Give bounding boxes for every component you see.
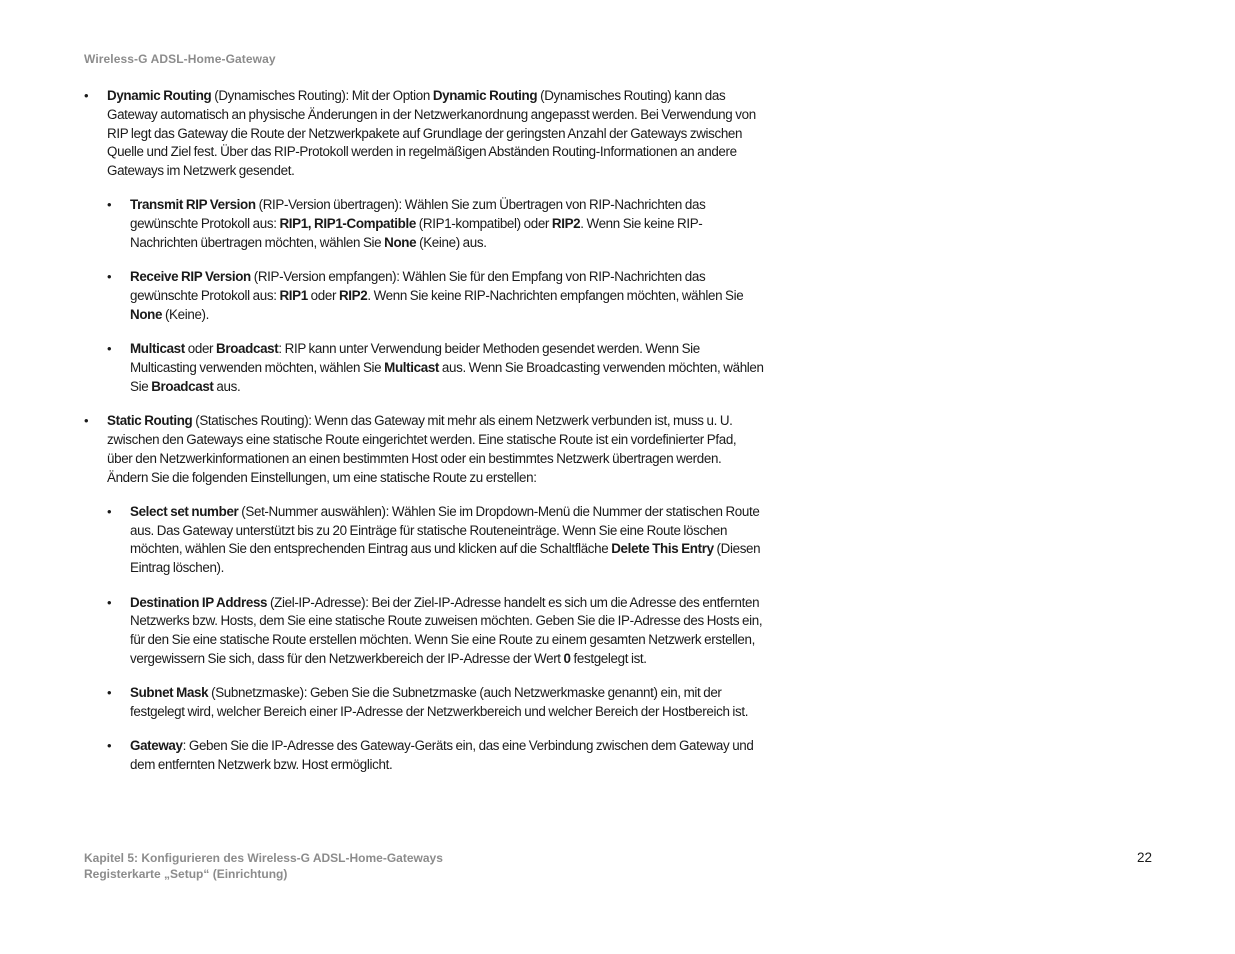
text: (RIP-Version empfangen): Wählen Sie für den Empfang von RIP-Nachrichten das gewünschte Protokoll aus: [130, 269, 706, 304]
paragraph-select-set-number [130, 503, 764, 578]
text: (Set-Nummer auswählen): Wählen Sie im Dropdown-Menü die Nummer der statischen Route aus. Das Gateway unterstützt bis zu 20 Einträge für statische Routeneinträge. Wenn Sie eine Route löschen möchten, wählen Sie den entsprechenden Eintrag aus und klicken auf die Schaltfläche [130, 503, 760, 557]
page-number: 22 [1137, 850, 1153, 865]
paragraph-static-routing [107, 412, 764, 487]
text: oder [307, 288, 339, 304]
bullet-glyph: • [107, 341, 112, 357]
term-broadcast-option: Broadcast [151, 378, 214, 394]
bullet-glyph: • [107, 594, 112, 610]
bullet-glyph: • [84, 88, 89, 103]
text: festgelegt ist. [570, 650, 647, 666]
paragraph-dynamic-routing [107, 87, 764, 181]
bullet-glyph: • [84, 413, 89, 429]
paragraph-gateway [130, 737, 764, 775]
document-body [84, 87, 764, 790]
bullet-dynamic-routing [84, 87, 764, 181]
term-dynamic-routing: Dynamic Routing [107, 88, 212, 103]
text: (RIP1-kompatibel) oder [415, 216, 552, 232]
term-delete-this-entry: Delete This Entry [611, 541, 714, 557]
text: (Diesen Eintrag löschen). [130, 541, 761, 576]
term-multicast-option: Multicast [384, 360, 440, 376]
bullet-multicast-broadcast [107, 340, 764, 396]
term-receive-rip-version: Receive RIP Version [130, 269, 251, 285]
term-rip2: RIP2 [551, 216, 581, 232]
bullet-glyph: • [107, 738, 112, 754]
text: . Wenn Sie keine RIP-Nachrichten übertragen möchten, wählen Sie [130, 216, 703, 251]
text: : RIP kann unter Verwendung beider Methoden gesendet werden. Wenn Sie Multicasting verwenden möchten, wählen Sie [130, 341, 700, 376]
footer-chapter: Kapitel 5: Konfigurieren des Wireless-G ADSL-Home-Gateways [84, 851, 443, 865]
term-dynamic-routing-option: Dynamic Routing [432, 88, 538, 103]
paragraph-destination-ip-address [130, 594, 764, 669]
bullet-glyph: • [107, 197, 112, 213]
term-gateway: Gateway [130, 738, 183, 754]
paragraph-subnet-mask [130, 684, 764, 722]
bullet-subnet-mask [107, 684, 764, 722]
text: (RIP-Version übertragen): Wählen Sie zum Übertragen von RIP-Nachrichten das gewünschte Protokoll aus: [130, 197, 706, 232]
term-static-routing: Static Routing [107, 413, 193, 429]
text: (Dynamisches Routing): Mit der Option [211, 88, 433, 103]
term-destination-ip-address: Destination IP Address [130, 594, 268, 610]
text: (Keine) aus. [416, 235, 487, 251]
term-transmit-rip-version: Transmit RIP Version [130, 197, 256, 213]
text: : Geben Sie die IP-Adresse des Gateway-Geräts ein, das eine Verbindung zwischen dem Gateway und dem entfernten Netzwerk bzw. Host ermöglicht. [130, 738, 754, 773]
bullet-receive-rip-version [107, 268, 764, 324]
text: oder [184, 341, 217, 357]
text: (Dynamisches Routing) kann das Gateway automatisch an physische Änderungen in der Netzwerkanordnung angepasst werden. Bei Verwendung von RIP legt das Gateway die Route der Netzwerkpakete auf Grundlage der geringsten Anzahl der Gateways zwischen Quelle und Ziel fest. Über das RIP-Protokoll werden in regelmäßigen Abständen Routing-Informationen an andere Gateways im Netzwerk gesendet. [107, 88, 756, 179]
term-select-set-number: Select set number [130, 503, 239, 519]
bullet-glyph: • [107, 685, 112, 701]
bullet-transmit-rip-version [107, 196, 764, 252]
term-multicast: Multicast [130, 341, 185, 357]
term-none: None [384, 235, 417, 251]
term-broadcast: Broadcast [216, 341, 279, 357]
paragraph-receive-rip-version [130, 268, 764, 324]
term-rip1-compatible: RIP1, RIP1-Compatible [279, 216, 416, 232]
term-subnet-mask: Subnet Mask [130, 685, 209, 701]
term-zero: 0 [563, 650, 571, 666]
text: (Subnetzmaske): Geben Sie die Subnetzmaske (auch Netzwerkmaske genannt) ein, mit der festgelegt wird, welcher Bereich einer IP-Adresse der Netzwerkbereich und welcher Bereich der Hostbereich ist. [130, 685, 749, 720]
bullet-static-routing [84, 412, 764, 487]
paragraph-transmit-rip-version [130, 196, 764, 252]
text: aus. [213, 378, 241, 394]
text: (Keine). [162, 306, 210, 322]
running-footer [84, 850, 443, 882]
term-none: None [130, 306, 163, 322]
text: . Wenn Sie keine RIP-Nachrichten empfangen möchten, wählen Sie [367, 288, 744, 304]
term-rip1: RIP1 [279, 288, 308, 304]
text: (Statisches Routing): Wenn das Gateway mit mehr als einem Netzwerk verbunden ist, muss u. U. zwischen den Gateways eine statische Route eingerichtet werden. Eine statische Route ist ein vordefinierter Pfad, über den Netzwerkinformationen an einen bestimmten Host oder ein bestimmtes Netzwerk übertragen werden. Ändern Sie die folgenden Einstellungen, um eine statische Route zu erstellen: [107, 413, 737, 485]
bullet-destination-ip-address [107, 594, 764, 669]
text: (Ziel-IP-Adresse): Bei der Ziel-IP-Adresse handelt es sich um die Adresse des entfernten Netzwerks bzw. Hosts, dem Sie eine statische Route zuweisen möchten. Geben Sie die IP-Adresse des Hosts ein, für den Sie eine statische Route erstellen möchten. Wenn Sie eine Route zu einem gesamten Netzwerk erstellen, vergewissern Sie sich, dass für den Netzwerkbereich der IP-Adresse der Wert [130, 594, 763, 666]
paragraph-multicast-broadcast [130, 340, 764, 396]
term-rip2: RIP2 [338, 288, 368, 304]
bullet-glyph: • [107, 269, 112, 285]
bullet-gateway [107, 737, 764, 775]
bullet-select-set-number [107, 503, 764, 578]
bullet-glyph: • [107, 503, 112, 519]
running-header: Wireless-G ADSL-Home-Gateway [84, 52, 276, 66]
text: aus. Wenn Sie Broadcasting verwenden möchten, wählen Sie [130, 360, 764, 394]
footer-tab: Registerkarte „Setup“ (Einrichtung) [84, 867, 288, 881]
